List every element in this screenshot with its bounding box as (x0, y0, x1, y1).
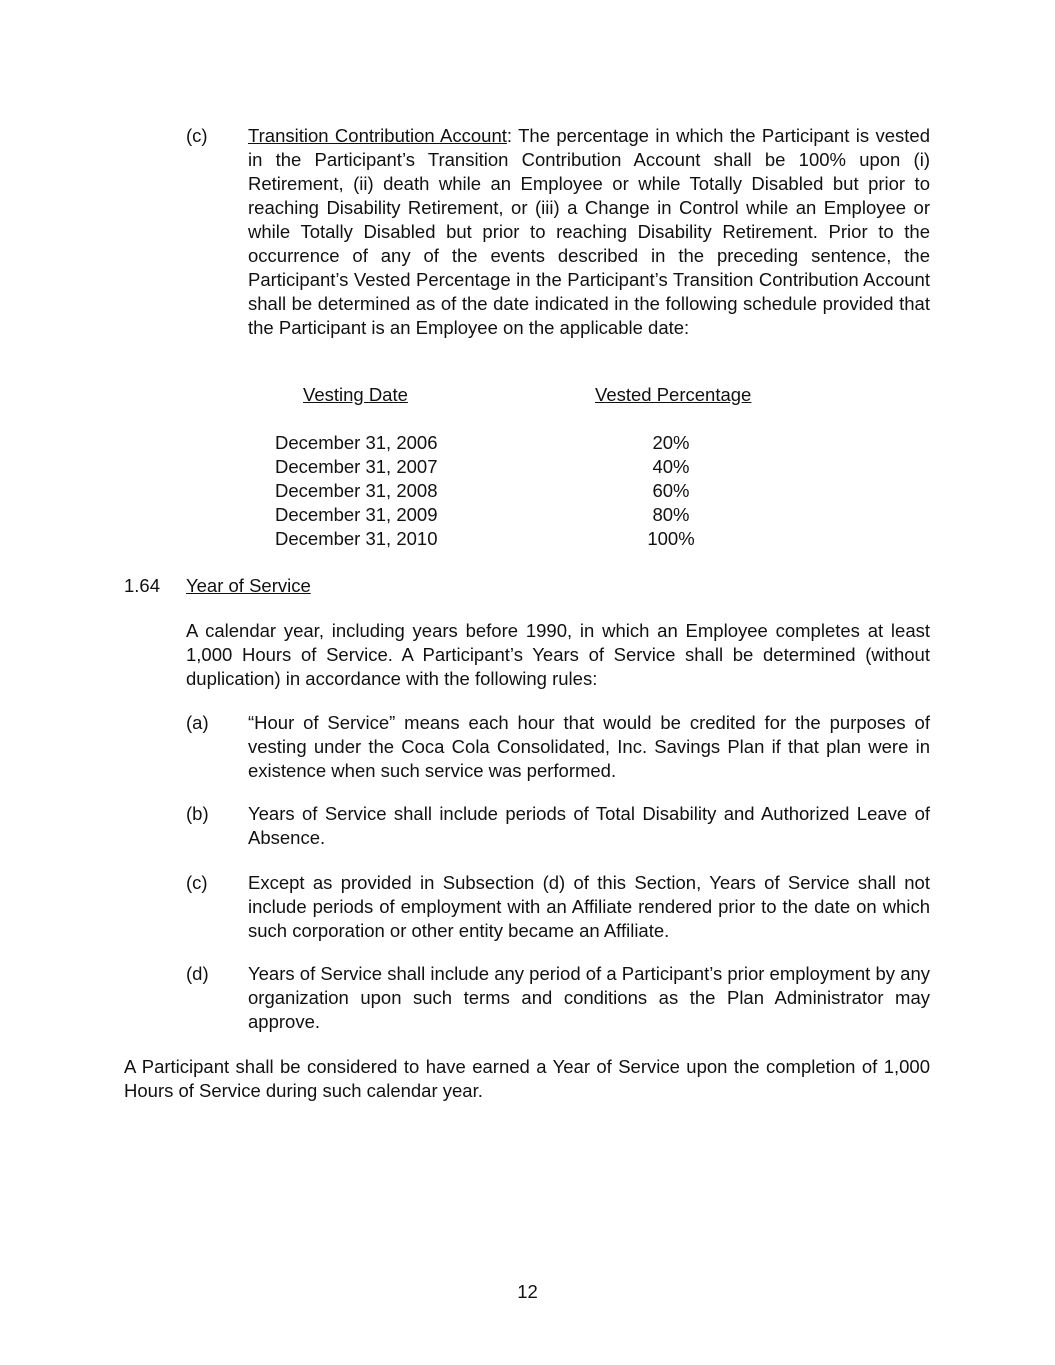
rule-b-text: Years of Service shall include periods of Total Disability and Authorized Leave of Absence. (248, 803, 930, 848)
vested-percentage-cell: 80% (652, 504, 690, 525)
para-c (248, 124, 930, 340)
para-c-title: Transition Contribution Account (248, 125, 507, 146)
page-number: 12 (517, 1281, 538, 1302)
rule-d-text: Years of Service shall include any period of a Participant’s prior employment by any organization upon such terms and conditions as the Plan Administrator may approve. (248, 963, 930, 1032)
rule-c-text: Except as provided in Subsection (d) of this Section, Years of Service shall not include periods of employment with an Affiliate rendered prior to the date on which such corporation or other entity became an Affiliate. (248, 872, 930, 941)
vested-percentage-header: Vested Percentage (595, 384, 752, 405)
vested-percentage-cell: 60% (652, 480, 690, 501)
rule-a-label: (a) (186, 712, 209, 733)
vested-percentage-cell: 20% (652, 432, 690, 453)
vesting-date-cell: December 31, 2007 (275, 456, 438, 477)
rule-b-label: (b) (186, 803, 209, 824)
rule-a-text: “Hour of Service” means each hour that would be credited for the purposes of vesting under the Coca Cola Consolidated, Inc. Savings Plan if that plan were in existence when such service was performed. (248, 712, 930, 781)
section-intro: A calendar year, including years before 1990, in which an Employee completes at least 1,000 Hours of Service. A Participant’s Years of Service shall be determined (without duplication) in accordance with the following rules: (186, 620, 930, 689)
para-c-label: (c) (186, 125, 208, 146)
vesting-date-cell: December 31, 2010 (275, 528, 438, 549)
rule-d-label: (d) (186, 963, 209, 984)
vesting-date-header: Vesting Date (303, 384, 408, 405)
section-title: Year of Service (186, 575, 311, 596)
vesting-date-cell: December 31, 2008 (275, 480, 438, 501)
vesting-date-cell: December 31, 2006 (275, 432, 438, 453)
vesting-date-cell: December 31, 2009 (275, 504, 438, 525)
vested-percentage-cell: 100% (647, 528, 695, 549)
rule-c-label: (c) (186, 872, 208, 893)
vested-percentage-cell: 40% (652, 456, 690, 477)
section-number: 1.64 (124, 575, 161, 596)
closing-paragraph: A Participant shall be considered to have earned a Year of Service upon the completion of 1,000 Hours of Service during such calendar year. (124, 1056, 930, 1101)
para-c-body: : The percentage in which the Participant is vested in the Participant’s Transition Contribution Account shall be 100% upon (i) Retirement, (ii) death while an Employee or while Totally Disabled but prior to reaching Disability Retirement, or (iii) a Change in Control while an Employee or while Totally Disabled but prior to reaching Disability Retirement. Prior to the occurrence of any of the events described in the preceding sentence, the Participant’s Vested Percentage in the Participant’s Transition Contribution Account shall be determined as of the date indicated in the following schedule provided that the Participant is an Employee on the applicable date: (248, 125, 930, 338)
